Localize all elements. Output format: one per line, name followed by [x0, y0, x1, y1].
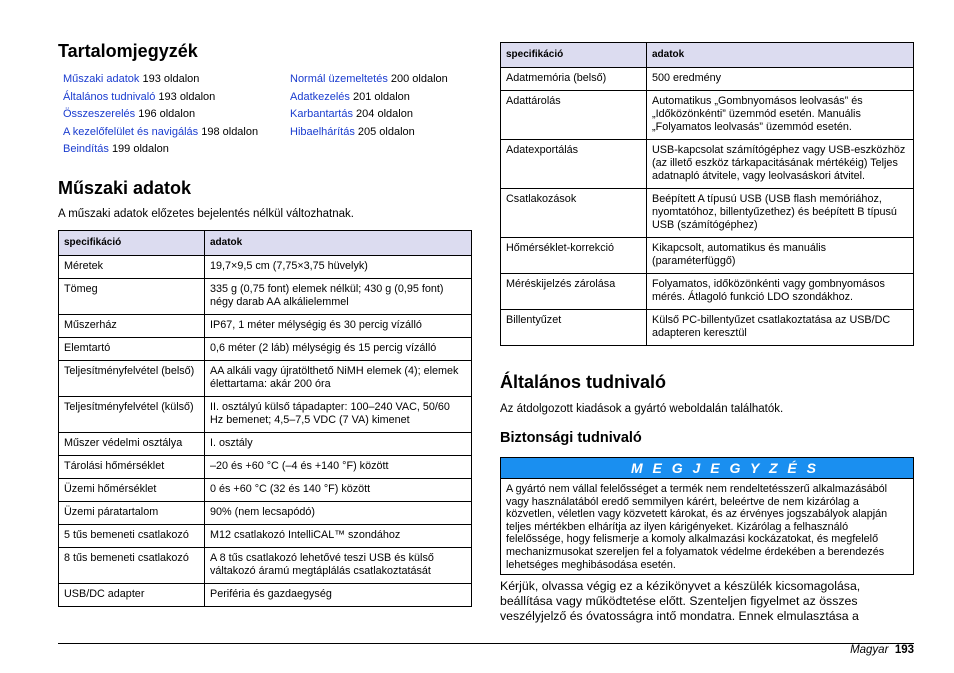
- spec-name-cell: Üzemi hőmérséklet: [59, 479, 205, 502]
- table-row: [501, 189, 914, 238]
- table-row: [501, 140, 914, 189]
- spec-value-cell: 500 eredmény: [647, 68, 914, 91]
- spec-value-cell: 335 g (0,75 font) elemek nélkül; 430 g (0,95 font) négy darab AA alkálielemmel: [205, 279, 472, 315]
- table-row: [59, 256, 472, 279]
- spec-name-cell: Méretek: [59, 256, 205, 279]
- table-row: [59, 548, 472, 584]
- spec-name-cell: Tárolási hőmérséklet: [59, 456, 205, 479]
- table-row: [59, 361, 472, 397]
- spec-name-cell: USB/DC adapter: [59, 584, 205, 607]
- spec-name-cell: Teljesítményfelvétel (külső): [59, 397, 205, 433]
- table-row: [501, 310, 914, 346]
- toc-page: 200 oldalon: [390, 73, 448, 85]
- spec-name-cell: Méréskijelzés zárolása: [501, 274, 647, 310]
- toc-link[interactable]: Műszaki adatok: [63, 73, 140, 85]
- toc-link[interactable]: Karbantartás: [290, 108, 353, 120]
- specs-intro: A műszaki adatok előzetes bejelentés nélkül változhatnak.: [58, 208, 354, 220]
- table-row: [59, 338, 472, 361]
- general-title: Általános tudnivaló: [500, 372, 667, 392]
- toc-entry: [63, 124, 258, 142]
- spec-name-cell: Adatexportálás: [501, 140, 647, 189]
- spec-value-cell: –20 és +60 °C (–4 és +140 °F) között: [205, 456, 472, 479]
- spec-value-cell: Külső PC-billentyűzet csatlakoztatása az USB/DC adapteren keresztül: [647, 310, 914, 346]
- toc-entry: [290, 71, 448, 89]
- specs-title: Műszaki adatok: [58, 178, 192, 198]
- column-header: adatok: [647, 43, 914, 68]
- spec-value-cell: 0,6 méter (2 láb) mélységig és 15 percig vízálló: [205, 338, 472, 361]
- column-header: adatok: [205, 231, 472, 256]
- spec-value-cell: Periféria és gazdaegység: [205, 584, 472, 607]
- spec-name-cell: 5 tűs bemeneti csatlakozó: [59, 525, 205, 548]
- spec-value-cell: IP67, 1 méter mélységig és 30 percig vízálló: [205, 315, 472, 338]
- spec-name-cell: Teljesítményfelvétel (belső): [59, 361, 205, 397]
- toc-left: [63, 71, 258, 159]
- spec-value-cell: Automatikus „Gombnyomásos leolvasás” és „Időközönkénti” üzemmód esetén. Manuális „Folyamatos leolvasás” üzemmód esetén.: [647, 91, 914, 140]
- spec-name-cell: 8 tűs bemeneti csatlakozó: [59, 548, 205, 584]
- toc-page: 199 oldalon: [111, 143, 169, 155]
- table-header-row: [59, 231, 472, 256]
- spec-value-cell: AA alkáli vagy újratölthető NiMH elemek (4); elemek élettartama: akár 200 óra: [205, 361, 472, 397]
- spec-name-cell: Adatmemória (belső): [501, 68, 647, 91]
- table-row: [501, 91, 914, 140]
- toc-entry: [63, 89, 258, 107]
- spec-name-cell: Billentyűzet: [501, 310, 647, 346]
- spec-value-cell: 90% (nem lecsapódó): [205, 502, 472, 525]
- table-row: [501, 68, 914, 91]
- spec-name-cell: Hőmérséklet-korrekció: [501, 238, 647, 274]
- toc-entry: [63, 106, 258, 124]
- footer-rule: [58, 643, 914, 644]
- table-header-row: [501, 43, 914, 68]
- toc-link[interactable]: Beindítás: [63, 143, 109, 155]
- table-row: [59, 397, 472, 433]
- spec-value-cell: I. osztály: [205, 433, 472, 456]
- general-intro: Az átdolgozott kiadások a gyártó weboldalán találhatók.: [500, 403, 784, 415]
- spec-name-cell: Tömeg: [59, 279, 205, 315]
- general-body: Kérjük, olvassa végig ez a kézikönyvet a készülék kicsomagolása, beállítása vagy működtetése előtt. Szenteljen figyelmet az összes veszélyjelző és óvatosságra intő mondatra. Ennek elmulasztása a: [500, 579, 861, 623]
- toc-title: Tartalomjegyzék: [58, 41, 198, 61]
- toc-entry: [290, 106, 448, 124]
- spec-value-cell: 19,7×9,5 cm (7,75×3,75 hüvelyk): [205, 256, 472, 279]
- table-row: [59, 279, 472, 315]
- spec-name-cell: Csatlakozások: [501, 189, 647, 238]
- table-row: [59, 525, 472, 548]
- table-row: [59, 433, 472, 456]
- spec-value-cell: USB-kapcsolat számítógéphez vagy USB-eszközhöz (az illető eszköz tárkapacitásának mértékéig) Teljes adatnapló átvitele, vagy leolvasáskori átvitel.: [647, 140, 914, 189]
- footer-language: Magyar: [850, 644, 889, 656]
- toc-link[interactable]: Összeszerelés: [63, 108, 136, 120]
- note-text: A gyártó nem vállal felelősséget a termék nem rendeltetésszerű alkalmazásából vagy használatából eredő semmilyen kárért, beleértve de nem kizárólag a közvetlen, véletlen vagy közvetett károkat, és az érvényes jogszabályok alapján teljes mértékben elhárítja az ilyen kárigényeket. Kizárólag a felhasználó felelőssége, hogy felismerje a komoly alkalmazási kockázatokat, és megfelelő mechanizmusokat szereljen fel a folyamatok védelme érdekében a berendezés lehetséges meghibásodása esetén.: [500, 479, 914, 575]
- toc-page: 204 oldalon: [356, 108, 413, 120]
- toc-link[interactable]: Hibaelhárítás: [290, 125, 355, 138]
- safety-title: Biztonsági tudnivaló: [500, 430, 642, 446]
- spec-value-cell: 0 és +60 °C (32 és 140 °F) között: [205, 479, 472, 502]
- table-row: [501, 238, 914, 274]
- spec-value-cell: Folyamatos, időközönkénti vagy gombnyomásos mérés. Átlagoló funkció LDO szondákhoz.: [647, 274, 914, 310]
- toc-page: 193 oldalon: [158, 90, 216, 103]
- note-label: M E G J E G Y Z É S: [500, 457, 914, 479]
- spec-value-cell: Beépített A típusú USB (USB flash memóriához, nyomtatóhoz, billentyűzethez) és beépített B típusú USB (számítógéphez): [647, 189, 914, 238]
- toc-page: 198 oldalon: [201, 125, 259, 138]
- spec-name-cell: Műszerház: [59, 315, 205, 338]
- toc-entry: [290, 89, 448, 107]
- toc-right: [290, 71, 448, 141]
- table-row: [59, 502, 472, 525]
- specs-table: [58, 230, 472, 607]
- footer: [850, 644, 914, 656]
- spec-name-cell: Üzemi páratartalom: [59, 502, 205, 525]
- toc-page: 193 oldalon: [142, 73, 200, 85]
- toc-page: 205 oldalon: [357, 125, 415, 138]
- toc-link[interactable]: Adatkezelés: [290, 90, 350, 103]
- spec-name-cell: Műszer védelmi osztálya: [59, 433, 205, 456]
- toc-link[interactable]: Normál üzemeltetés: [290, 73, 388, 85]
- toc-entry: [290, 124, 448, 142]
- toc-entry: [63, 141, 258, 159]
- table-row: [59, 315, 472, 338]
- spec-name-cell: Adattárolás: [501, 91, 647, 140]
- toc-link[interactable]: Általános tudnivaló: [63, 90, 156, 103]
- spec-value-cell: M12 csatlakozó IntelliCAL™ szondához: [205, 525, 472, 548]
- spec-value-cell: II. osztályú külső tápadapter: 100–240 VAC, 50/60 Hz bemenet; 4,5–7,5 VDC (7 VA) kimenet: [205, 397, 472, 433]
- table-row: [501, 274, 914, 310]
- toc-entry: [63, 71, 258, 89]
- spec-name-cell: Elemtartó: [59, 338, 205, 361]
- spec-value-cell: A 8 tűs csatlakozó lehetővé teszi USB és külső váltakozó áramú megtáplálás csatlakoztatását: [205, 548, 472, 584]
- table-row: [59, 479, 472, 502]
- toc-link[interactable]: A kezelőfelület és navigálás: [63, 125, 199, 138]
- column-header: specifikáció: [501, 43, 647, 68]
- toc-page: 196 oldalon: [138, 108, 196, 120]
- table-row: [59, 584, 472, 607]
- note-box: [500, 457, 914, 575]
- column-header: specifikáció: [59, 231, 205, 256]
- toc-page: 201 oldalon: [353, 90, 410, 103]
- spec-value-cell: Kikapcsolt, automatikus és manuális (paraméterfüggő): [647, 238, 914, 274]
- specs2-table: [500, 42, 914, 346]
- table-row: [59, 456, 472, 479]
- footer-page-number: 193: [894, 644, 914, 656]
